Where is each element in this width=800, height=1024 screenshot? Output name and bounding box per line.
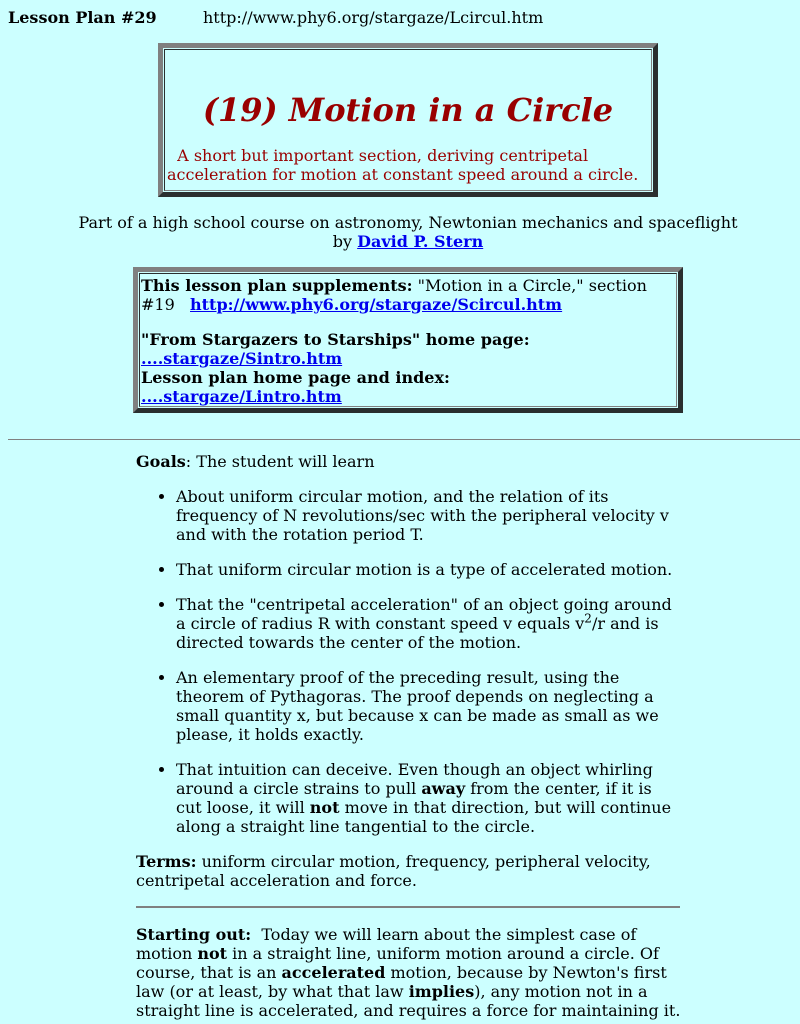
page-subtitle: A short but important section, deriving centripetal acceleration for motion at constant speed around a circle. [167, 146, 639, 184]
byline [0, 213, 800, 251]
supplements-line [141, 276, 675, 314]
title-box [158, 43, 658, 197]
section-divider [136, 906, 680, 908]
home-page-link[interactable]: ....stargaze/Sintro.htm [141, 349, 343, 368]
lesson-plan-label: Lesson Plan #29 [8, 8, 157, 27]
index-link[interactable]: ....stargaze/Lintro.htm [141, 387, 342, 406]
goal-item: • That uniform circular motion is a type of accelerated motion. [176, 560, 682, 579]
course-description: Part of a high school course on astronomy, Newtonian mechanics and spaceflight [78, 213, 738, 232]
author-link[interactable]: David P. Stern [357, 232, 484, 251]
terms-paragraph: Terms: uniform circular motion, frequency, peripheral velocity, centripetal acceleration and force. [136, 852, 651, 890]
goals-list [136, 487, 682, 836]
goal-item: • About uniform circular motion, and the relation of its frequency of N revolutions/sec with the peripheral velocity v and with the rotation period T. [176, 487, 682, 544]
page-header [8, 8, 543, 27]
index-label: Lesson plan home page and index: [141, 368, 450, 387]
goal-item: • An elementary proof of the preceding result, using the theorem of Pythagoras. The proof depends on neglecting a small quantity x, but because x can be made as small as we please, it holds exactly. [176, 668, 682, 744]
goal-item: • That the "centripetal acceleration" of an object going around a circle of radius R with constant speed v equals $v^2/r$ and is directed towards the center of the motion. [176, 595, 682, 652]
page-title: (19) Motion in a Circle [202, 91, 614, 129]
page-url: http://www.phy6.org/stargaze/Lcircul.htm [203, 8, 544, 27]
goals-heading: Goals: The student will learn [136, 452, 375, 471]
divider [8, 439, 800, 440]
supplements-text: "Motion in a Circle," section #19 [141, 276, 647, 314]
by-label: by [332, 232, 353, 251]
goal-item: • That intuition can deceive. Even though an object whirling around a circle strains to pull away from the center, if it is cut loose, it will not move in that direction, but will continue along a straight line tangential to the circle. [176, 760, 682, 836]
starting-out-paragraph: Starting out: Today we will learn about the simplest case of motion not in a straight line, uniform motion around a circle. Of course, that is an accelerated motion, because by Newton's first law (or at least, by what that law implies), any motion not in a straight line is accelerated, and requires a force for maintaining it. [136, 925, 681, 1020]
home-page-label: "From Stargazers to Starships" home page: [141, 330, 530, 349]
main-content [136, 452, 682, 1020]
info-box [133, 267, 683, 413]
supplements-link[interactable]: http://www.phy6.org/stargaze/Scircul.htm [190, 295, 563, 314]
supplements-label: This lesson plan supplements: [141, 276, 413, 295]
